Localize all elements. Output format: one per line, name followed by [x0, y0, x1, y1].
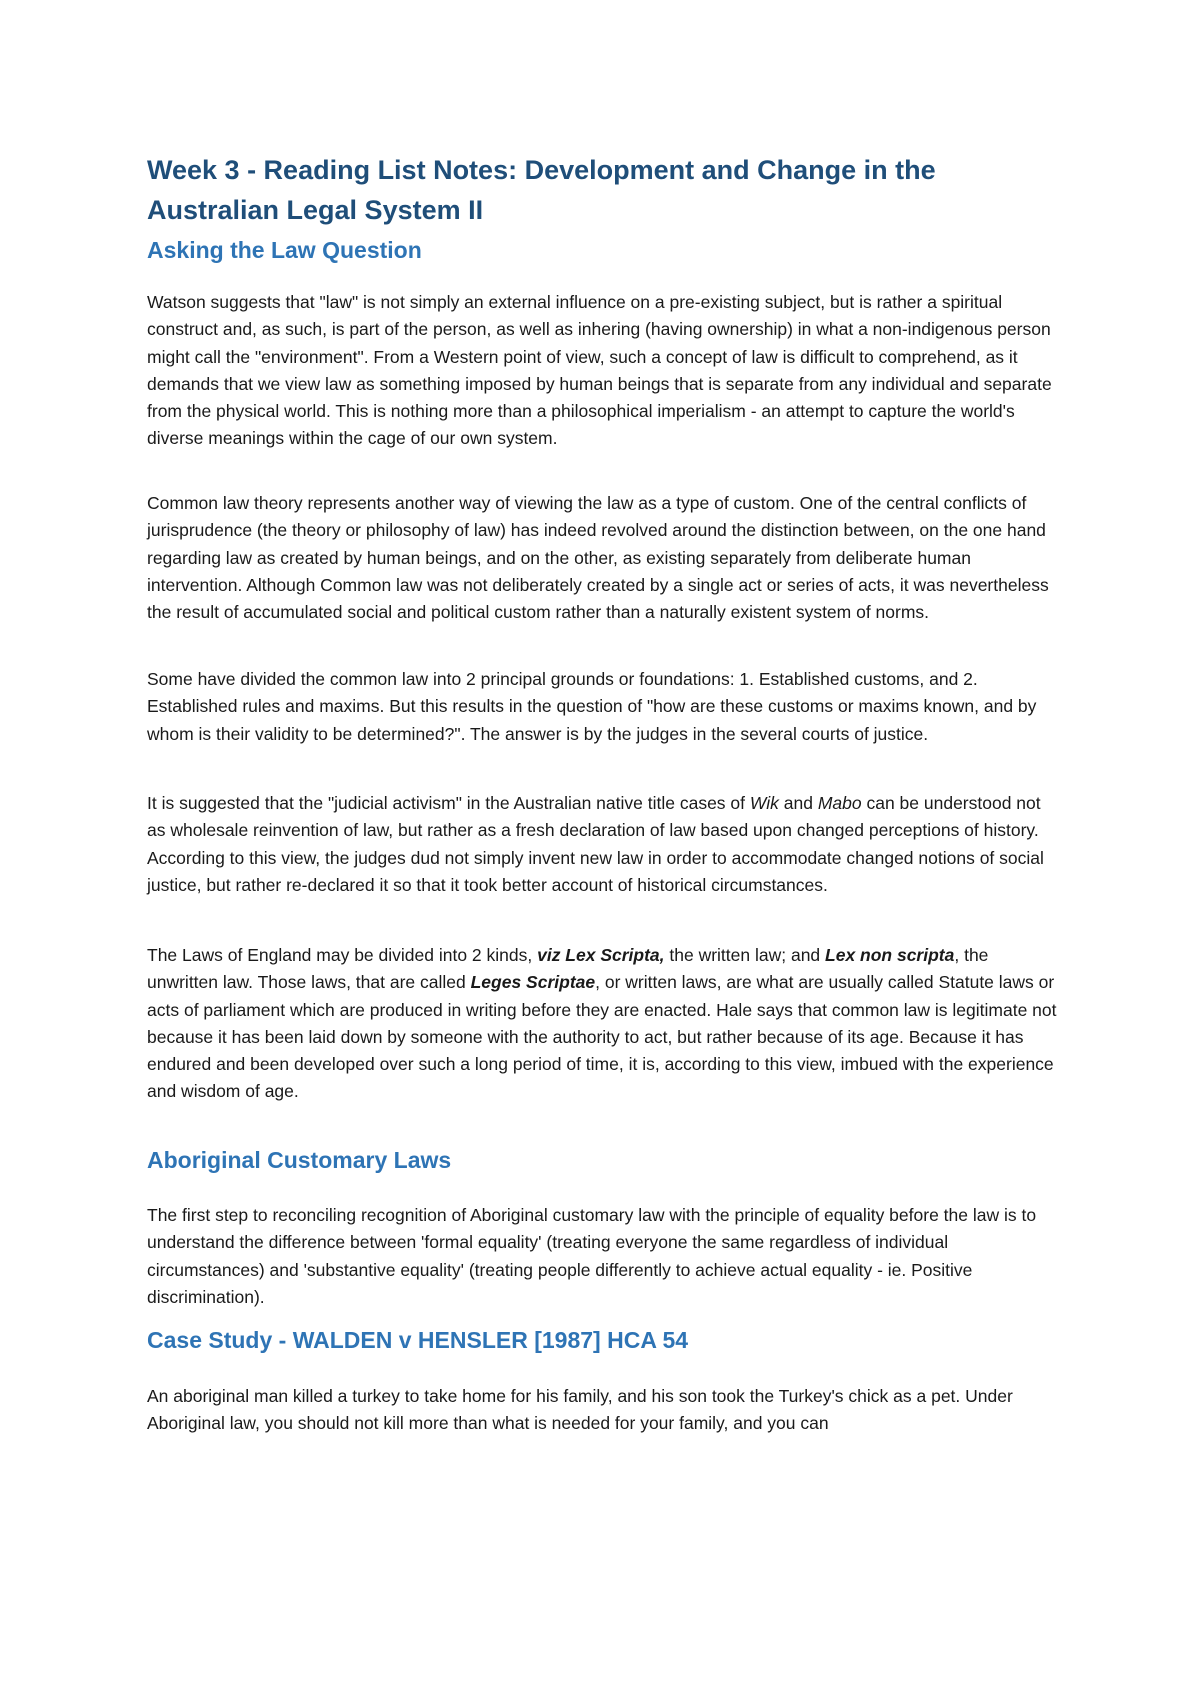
term-leges-scriptae: Leges Scriptae	[470, 972, 596, 993]
paragraph-laws-of-england	[147, 942, 1062, 1132]
paragraph-common-law-theory	[147, 490, 1062, 650]
paragraph-text: and	[778, 793, 818, 813]
case-name-mabo: Mabo	[817, 793, 862, 813]
section-heading-case-study: Case Study - WALDEN v HENSLER [1987] HCA 54	[147, 1327, 689, 1353]
paragraph-text: the written law; and	[664, 945, 826, 965]
case-name-wik: Wik	[749, 793, 779, 813]
term-lex-non-scripta: Lex non scripta	[825, 945, 955, 965]
paragraph-text: Watson suggests that "law" is not simply an external influence on a pre-existing subject, but is rather a spiritual construct and, as such, is part of the person, as well as inhering (having ownership) in what a non-indigenous person might call the "environment". From a Western point of view, such a concept of law is difficult to comprehend, as it demands that we view law as something imposed by human beings that is separate from any individual and separate from the physical world. This is nothing more than a philosophical imperialism - an attempt to capture the world's diverse meanings within the cage of our own system.	[147, 292, 1052, 449]
document-title: Week 3 - Reading List Notes: Development and Change in the Australian Legal System II	[147, 155, 936, 225]
paragraph-text: , or written laws, are what are usually called Statute laws or acts of parliament which are produced in writing before they are enacted. Hale says that common law is legitimate not because it has been laid down by someone with the authority to act, but rather because of its age. Because it has endured and been developed over such a long period of time, it is, according to this view, imbued with the experience and wisdom of age.	[147, 972, 1057, 1102]
paragraph-two-grounds	[147, 666, 1062, 776]
paragraph-judicial-activism	[147, 790, 1062, 930]
paragraph-text: The first step to reconciling recognition of Aboriginal customary law with the principle of equality before the law is to understand the difference between 'formal equality' (treating everyone the same regardless of individual circumstances) and 'substantive equality' (treating people differently to achieve actual equality - ie. Positive discrimination).	[147, 1205, 1037, 1307]
paragraph-text: The Laws of England may be divided into 2 kinds,	[147, 945, 538, 965]
paragraph-formal-equality	[147, 1202, 1062, 1312]
paragraph-text: , the unwritten law. Those laws, that are called	[147, 945, 989, 993]
paragraph-case-study	[147, 1383, 1062, 1443]
paragraph-text: An aboriginal man killed a turkey to take home for his family, and his son took the Turkey's chick as a pet. Under Aboriginal law, you should not kill more than what is needed for your family, and you can	[147, 1386, 1013, 1434]
paragraph-watson	[147, 289, 1062, 479]
paragraph-text: Common law theory represents another way of viewing the law as a type of custom. One of the central conflicts of jurisprudence (the theory or philosophy of law) has indeed revolved around the distinction between, on the one hand regarding law as created by human beings, and on the other, as existing separately from deliberate human intervention. Although Common law was not deliberately created by a single act or series of acts, it was nevertheless the result of accumulated social and political custom rather than a naturally existent system of norms.	[147, 493, 1049, 623]
paragraph-text: Some have divided the common law into 2 principal grounds or foundations: 1. Established customs, and 2. Established rules and maxims. But this results in the question of "how are these customs or maxims known, and by whom is their validity to be determined?". The answer is by the judges in the several courts of justice.	[147, 669, 1037, 744]
paragraph-text: It is suggested that the "judicial activism" in the Australian native title cases of	[147, 793, 750, 813]
term-lex-scripta: viz Lex Scripta,	[537, 945, 665, 965]
section-heading-asking-the-law-question: Asking the Law Question	[147, 237, 422, 263]
paragraph-text: can be understood not as wholesale reinvention of law, but rather as a fresh declaration of law based upon changed perceptions of history. According to this view, the judges dud not simply invent new law in order to accommodate changed notions of social justice, but rather re-declared it so that it took better account of historical circumstances.	[147, 793, 1044, 895]
section-heading-aboriginal-customary-laws: Aboriginal Customary Laws	[147, 1147, 452, 1173]
